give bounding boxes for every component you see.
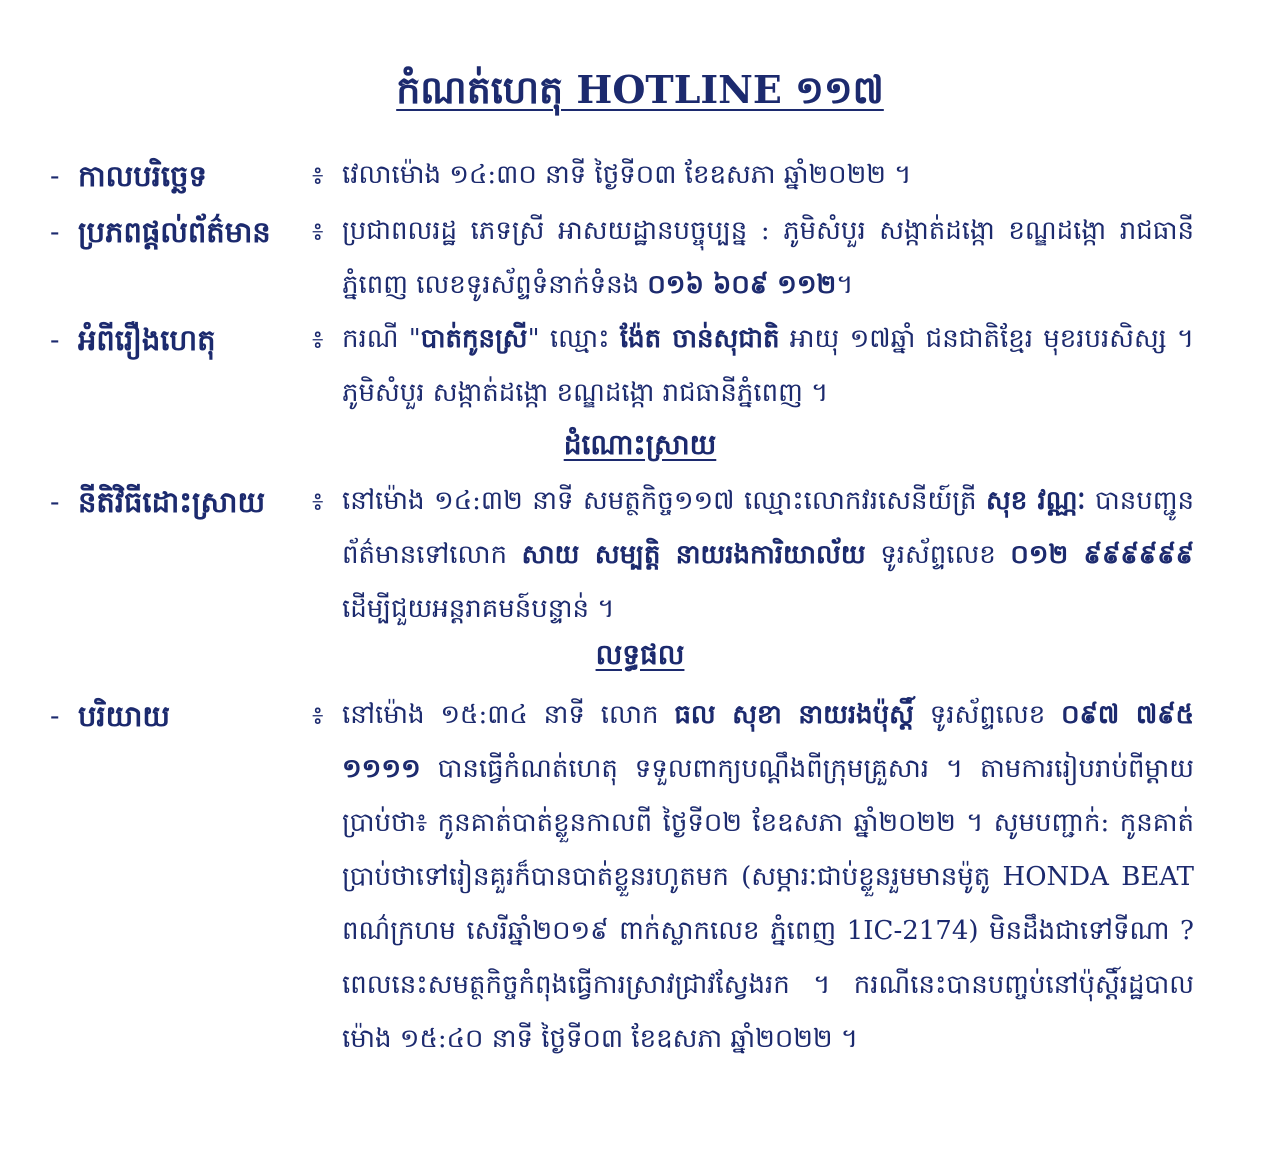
label-date: កាលបរិច្ឆេទ	[78, 159, 207, 193]
description-officer: ធល សុខា នាយរងប៉ុស្តិ៍	[674, 700, 914, 730]
description-text-2: ទូរស័ព្ទលេខ	[913, 700, 1062, 730]
row-dash: -	[50, 323, 60, 356]
procedure-text-4: ដើម្បីជួយអន្តរាគមន៍បន្ទាន់ ។	[342, 594, 615, 624]
content-date	[342, 148, 1194, 202]
source-text-end: ។	[836, 270, 854, 300]
description-phone: ០៩៧ ៧៩៥ ១១១១	[342, 700, 1195, 784]
procedure-text-2: បានបញ្ជូនព័ត៌មានទៅលោក	[342, 486, 1194, 570]
heading-solution: ដំណោះស្រាយ	[563, 428, 717, 461]
document-title: កំណត់ហេតុ HOTLINE ១១៧	[396, 67, 884, 112]
source-text: ប្រជាពលរដ្ឋ ភេទស្រី អាសយដ្ឋានបច្ចុប្បន្ន : ភូមិសំបួរ សង្កាត់ដង្កោ ខណ្ឌដង្កោ រាជធានីភ្នំពេញ លេខទូរស័ព្ទទំនាក់ទំនង	[342, 216, 1194, 300]
label-source: ប្រភពផ្តល់ព័ត៌មាន	[78, 215, 271, 249]
procedure-officer: សុខ វណ្ណៈ	[985, 486, 1086, 516]
procedure-phone: ០១២ ៩៩៩៩៩៩	[1010, 540, 1195, 570]
victim-name: ង៉ែត ចាន់សុជាតិ	[619, 324, 780, 354]
description-text: នៅម៉ោង ១៥:៣៤ នាទី លោក	[342, 700, 675, 730]
label-procedure: នីតិវិធីដោះស្រាយ	[78, 485, 266, 519]
content-source	[342, 204, 1194, 312]
incident-text-3: អាយុ ១៧ឆ្នាំ ជនជាតិខ្មែរ មុខរបរសិស្ស ។ ភូមិសំបួរ សង្កាត់ដង្កោ ខណ្ឌដង្កោ រាជធានីភ្នំពេញ ។	[342, 324, 1195, 408]
label-description: បរិយាយ	[78, 699, 171, 733]
label-incident: អំពីរឿងហេតុ	[78, 323, 216, 357]
row-colon: ៖	[312, 325, 324, 355]
row-dash: -	[50, 159, 60, 192]
procedure-text-3: ទូរស័ព្ទលេខ	[865, 540, 1011, 570]
incident-text-2: " ឈ្មោះ	[527, 324, 620, 354]
description-text-3: បានធ្វើកំណត់ហេតុ ទទួលពាក្យបណ្តឹងពីក្រុមគ្រួសារ ។ តាមការរៀបរាប់ពីម្តាយប្រាប់ថា៖ កូនគាត់បាត់ខ្លួនកាលពី ថ្ងៃទី០២ ខែឧសភា ឆ្នាំ២០២២ ។ សូមបញ្ជាក់: កូនគាត់ប្រាប់ថាទៅរៀនគួរក៏បានបាត់ខ្លួនរហូតមក (សម្ភារៈជាប់ខ្លួនរួមមានម៉ូតូ HONDA BEAT ពណ៌ក្រហម សេរីឆ្នាំ២០១៩ ពាក់ស្លាកលេខ ភ្នំពេញ 1IC-2174) មិនដឹងជាទៅទីណា ? ពេលនេះសមត្ថកិច្ចកំពុងធ្វើការស្រាវជ្រាវស្វែងរក ។ ករណីនេះបានបញ្ចប់នៅប៉ុស្តិ៍រដ្ឋបាលម៉ោង ១៥:៤០ នាទី ថ្ងៃទី០៣ ខែឧសភា ឆ្នាំ២០២២ ។	[342, 754, 1194, 1054]
procedure-chief: សាយ សម្បត្តិ នាយរងការិយាល័យ	[521, 540, 866, 570]
incident-case: បាត់កូនស្រី	[420, 324, 528, 354]
procedure-text: នៅម៉ោង ១៤:៣២ នាទី សមត្ថកិច្ច១១៧ ឈ្មោះលោកវរសេនីយ៍ត្រី	[342, 486, 986, 516]
row-colon: ៖	[312, 701, 324, 731]
row-dash: -	[50, 699, 60, 732]
row-colon: ៖	[312, 487, 324, 517]
content-incident	[342, 312, 1194, 420]
row-dash: -	[50, 485, 60, 518]
source-phone: ០១៦ ៦០៩ ១១២	[647, 270, 837, 300]
row-colon: ៖	[312, 217, 324, 247]
row-dash: -	[50, 215, 60, 248]
row-colon: ៖	[312, 161, 324, 191]
content-description	[342, 688, 1194, 1066]
content-procedure	[342, 474, 1194, 636]
date-text: វេលាម៉ោង ១៤:៣០ នាទី ថ្ងៃទី០៣ ខែឧសភា ឆ្នាំ២០២២ ។	[342, 160, 912, 190]
incident-text: ករណី "	[342, 324, 421, 354]
heading-result: លទ្ធផល	[595, 638, 685, 671]
